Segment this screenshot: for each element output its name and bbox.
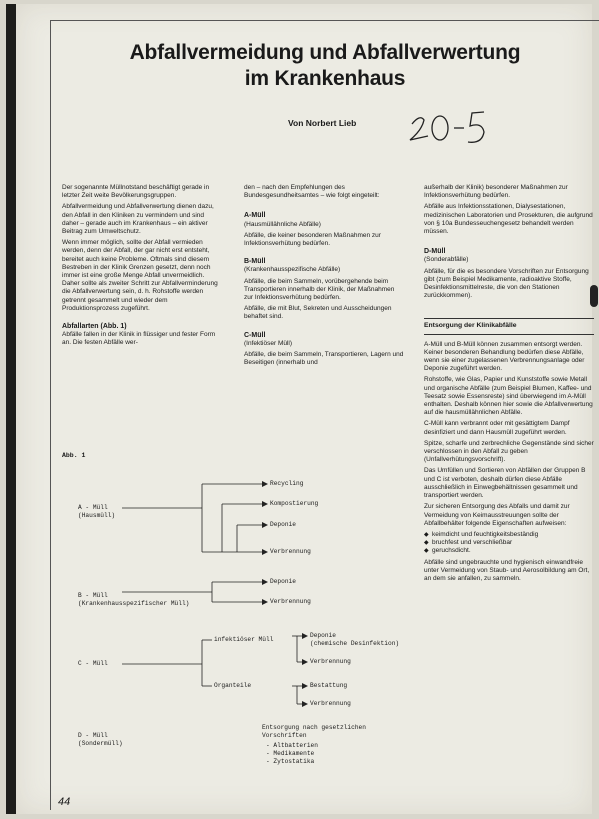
b-muell-label-sub: (Krankenhausspezifischer Müll) — [78, 600, 190, 607]
d-item: - Medikamente — [266, 750, 315, 757]
target-chemische-desinfektion: (chemische Desinfektion) — [310, 640, 400, 647]
paragraph: C-Müll kann verbrannt oder mit gesättigtem Dampf desinfiziert und dann Hausmüll zugeführt werden. — [424, 420, 570, 436]
target-verbrennung: Verbrennung — [270, 548, 311, 555]
paragraph: außerhalb der Klinik) besonderer Maßnahmen zur Infektionsverhütung bedürfen. — [424, 184, 568, 200]
paragraph: Abfälle, die keiner besonderen Maßnahmen zur Infektionsverhütung bedürfen. — [244, 231, 381, 248]
column-2 — [244, 184, 404, 370]
paragraph: Abfälle, die beim Sammeln, Transportieren, Lagern und Beseitigen (innerhalb und — [244, 351, 404, 367]
title-line-2: im Krankenhaus — [244, 67, 406, 90]
paragraph: Abfälle, die mit Blut, Sekreten und Ausscheidungen behaftet sind. — [244, 305, 392, 321]
d-muell-text: Entsorgung nach gesetzlichen — [262, 724, 366, 731]
c-branch-infektioes: infektiöser Müll — [214, 636, 274, 643]
b-muell-label: B - Müll — [78, 592, 108, 599]
paragraph: Das Umfüllen und Sortieren von Abfällen der Gruppen B und C ist verboten, deshalb dürfen diese Abfälle ausschließlich in Einwegbehältnissen gesammelt und transportiert werden. — [424, 467, 586, 500]
c-muell-heading: C-Müll — [244, 331, 266, 339]
paragraph: Abfälle sind ungebrauchte und hygienisch einwandfreie unter Vermeidung von Staub- und Aerosolbildung am Ort, an dem sie anfallen, zu sammeln. — [424, 558, 590, 582]
section-heading-abfallarten: Abfallarten (Abb. 1) — [62, 323, 127, 331]
b-muell-subtitle: (Krankenhausspezifische Abfälle) — [244, 266, 341, 274]
a-muell-label: A - Müll — [78, 504, 108, 511]
list-item: ◆ bruchfest und verschließbar — [424, 539, 594, 547]
target-verbrennung: Verbrennung — [270, 598, 311, 605]
d-muell-subtitle: (Sonderabfälle) — [424, 256, 469, 264]
handwritten-note — [400, 106, 500, 148]
a-muell-subtitle: (Hausmüllähnliche Abfälle) — [244, 220, 321, 228]
c-muell-subtitle: (Infektiöser Müll) — [244, 339, 293, 347]
figure-label: Abb. 1 — [62, 452, 86, 459]
target-deponie: Deponie — [270, 521, 296, 528]
bullet-list — [424, 531, 594, 556]
page-number: 44 — [58, 796, 71, 808]
target-deponie: Deponie — [310, 632, 336, 639]
d-muell-text-2: Vorschriften — [262, 732, 307, 739]
c-branch-organteile: Organteile — [214, 682, 252, 689]
a-muell-heading: A-Müll — [244, 212, 266, 220]
paragraph: Abfälle, die beim Sammeln, vorübergehende beim Transportieren innerhalb der Klinik, der Maßnahmen zur Infektionsverhütung bedürfen. — [244, 277, 395, 302]
author-byline: Von Norbert Lieb — [288, 118, 357, 128]
target-recycling: Recycling — [270, 480, 304, 487]
d-muell-label-sub: (Sondermüll) — [78, 740, 123, 747]
column-1 — [62, 184, 220, 351]
frame-line-left — [50, 20, 51, 810]
paragraph: Der sogenannte Müllnotstand beschäftigt gerade in letzter Zeit weite Bevölkerungsgruppen. — [62, 184, 210, 200]
paragraph: Abfälle, für die es besondere Vorschriften zur Entsorgung gibt (zum Beispiel Medikamente, radioaktive Stoffe, Desinfektionsmittelreste, die von den Stationen zurückkommen). — [424, 267, 589, 300]
paragraph: Abfälle aus Infektionsstationen, Dialysestationen, medizinischen Laboratorien und Prosekturen, die aufgrund von § 10a Bundesseuchengesetz behandelt werden müssen. — [424, 203, 593, 236]
frame-line-top — [50, 20, 599, 21]
target-kompostierung: Kompostierung — [270, 500, 319, 507]
d-muell-heading: D-Müll — [424, 248, 446, 256]
target-bestattung: Bestattung — [310, 682, 348, 689]
list-item: ◆ geruchsdicht. — [424, 547, 594, 555]
paragraph: Abfallvermeidung und Abfallverwertung dienen dazu, den Abfall in den Kliniken zu vermindern und sind daher – gerade auch im Krankenhaus – ein aktiver Beitrag zum Umweltschutz. — [62, 203, 214, 236]
a-muell-label-sub: (Hausmüll) — [78, 512, 116, 519]
paragraph: Spitze, scharfe und zerbrechliche Gegenstände sind sicher verschlossen in den Abfall zu geben (Unfallverhütungsvorschrift). — [424, 439, 594, 464]
d-item: - Zytostatika — [266, 758, 315, 765]
paragraph: A-Müll und B-Müll können zusammen entsorgt werden. Keiner besonderen Behandlung bedürfen diese Abfälle, wenn sie einer zugelassenen Verbrennungsanlage oder Deponie zugeführt werden. — [424, 340, 585, 373]
title-line-1: Abfallvermeidung und Abfallverwertung — [129, 41, 521, 64]
paragraph: Zur sicheren Entsorgung des Abfalls und damit zur Vermeidung von Keimausstreuungen sollte der Abfallbehälter folgende Eigenschaften aufweisen: — [424, 503, 570, 527]
list-item: ◆ keimdicht und feuchtigkeitsbeständig — [424, 531, 594, 539]
target-verbrennung: Verbrennung — [310, 658, 351, 665]
b-muell-heading: B-Müll — [244, 258, 266, 266]
target-deponie: Deponie — [270, 578, 296, 585]
column-3 — [424, 184, 594, 586]
paragraph: Rohstoffe, wie Glas, Papier und Kunststoffe sowie Metall und organische Abfälle (zum Beispiel Blumen, Kaffee- und Teesatz sowie Essensreste) sind überwiegend im A-Müll enthalten. Deshalb können hier sowie die Abfallverwertung auf die hausmüllähnlichen Abfälle. — [424, 376, 593, 417]
paragraph: Abfälle fallen in der Klinik in flüssiger und fester Form an. Die festen Abfälle wer- — [62, 331, 216, 347]
article-title — [60, 40, 590, 92]
target-verbrennung: Verbrennung — [310, 700, 351, 707]
d-muell-label: D - Müll — [78, 732, 108, 739]
paragraph: Wenn immer möglich, sollte der Abfall vermieden werden, denn der Abfall, der gar nicht erst entsteht, bereitet auch keine Probleme. Oftmals sind diesem Bestreben in der Klinik Grenzen gesetzt, denn noch immer ist eine große Menge Abfall unvermeidlich. Daher sollte als zweiter Schritt zur Abfallverminderung die Abfallverwertung sein, d. h. Rohstoffe werden getrennt gesammelt und wieder dem Produktionsprozess zugeführt. — [62, 239, 218, 312]
c-muell-label: C - Müll — [78, 660, 108, 667]
box-heading-entsorgung: Entsorgung der Klinikabfälle — [424, 318, 594, 334]
d-item: - Altbatterien — [266, 742, 318, 749]
paragraph: den – nach den Empfehlungen des Bundesgesundheitsamtes – wie folgt eingeteilt: — [244, 184, 380, 200]
figure-abb-1 — [62, 452, 412, 772]
